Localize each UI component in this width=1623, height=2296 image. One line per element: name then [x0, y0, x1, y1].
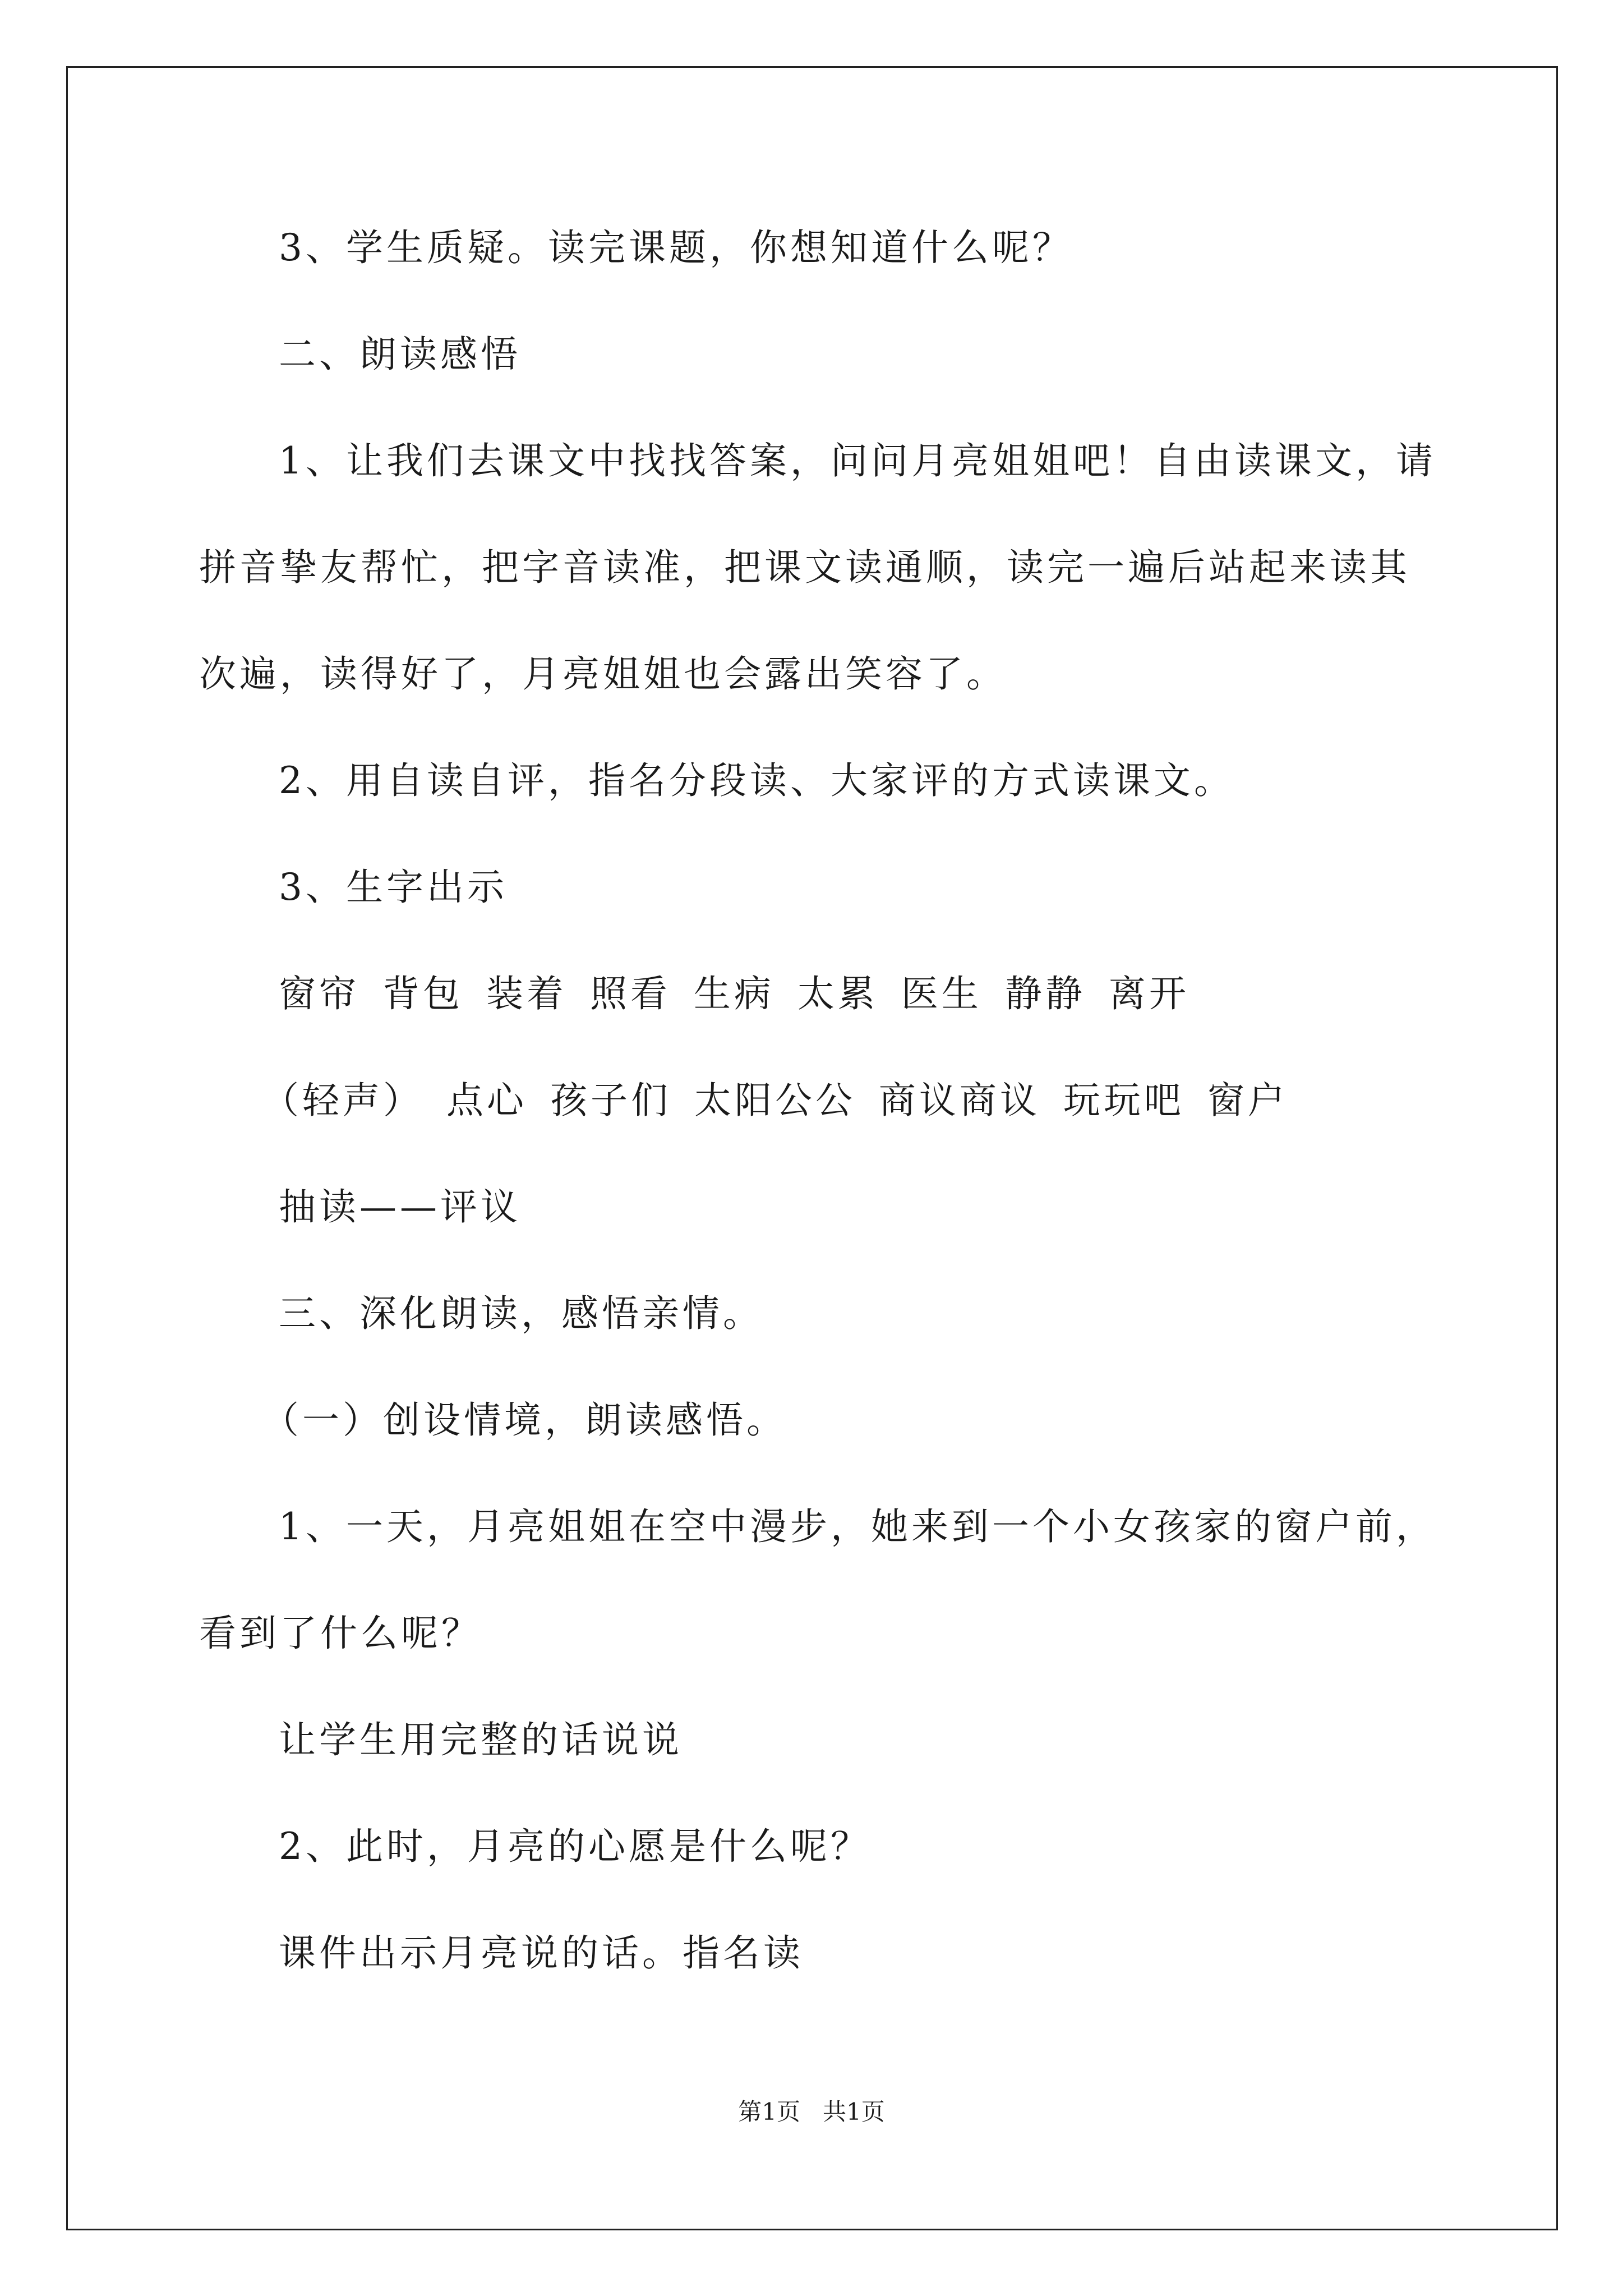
paragraph-line: 次遍，读得好了，月亮姐姐也会露出笑容了。	[199, 652, 1007, 696]
paragraph-line: 1、一天，月亮姐姐在空中漫步，她来到一个小女孩家的窗户前，	[279, 1505, 1436, 1548]
paragraph-line: 抽读——评议	[279, 1185, 521, 1228]
paragraph-line: 3、学生质疑。读完课题，你想知道什么呢？	[279, 226, 1073, 269]
paragraph-line: 2、此时，月亮的心愿是什么呢？	[279, 1825, 871, 1868]
subsection-heading: （一）创设情境，朗读感悟。	[262, 1398, 787, 1442]
paragraph-line: 1、让我们去课文中找找答案，问问月亮姐姐吧！自由读课文，请	[279, 439, 1436, 482]
paragraph-line: 课件出示月亮说的话。指名读	[279, 1931, 804, 1975]
paragraph-line: 2、用自读自评，指名分段读、大家评的方式读课文。	[279, 759, 1234, 802]
vocab-line: 窗帘 背包 装着 照看 生病 太累 医生 静静 离开	[279, 972, 1189, 1015]
paragraph-line: 拼音挚友帮忙，把字音读准，把课文读通顺，读完一遍后站起来读其	[199, 546, 1410, 589]
page-border	[66, 66, 1558, 2230]
section-heading: 三、深化朗读，感悟亲情。	[279, 1292, 763, 1335]
vocab-line: （轻声） 点心 孩子们 太阳公公 商议商议 玩玩吧 窗户	[262, 1079, 1288, 1122]
section-heading: 二、朗读感悟	[279, 333, 521, 376]
paragraph-line: 3、生字出示	[279, 866, 508, 909]
page-number-footer: 第1页 共1页	[738, 2098, 885, 2125]
paragraph-line: 看到了什么呢？	[199, 1612, 482, 1655]
paragraph-line: 让学生用完整的话说说	[279, 1718, 683, 1761]
